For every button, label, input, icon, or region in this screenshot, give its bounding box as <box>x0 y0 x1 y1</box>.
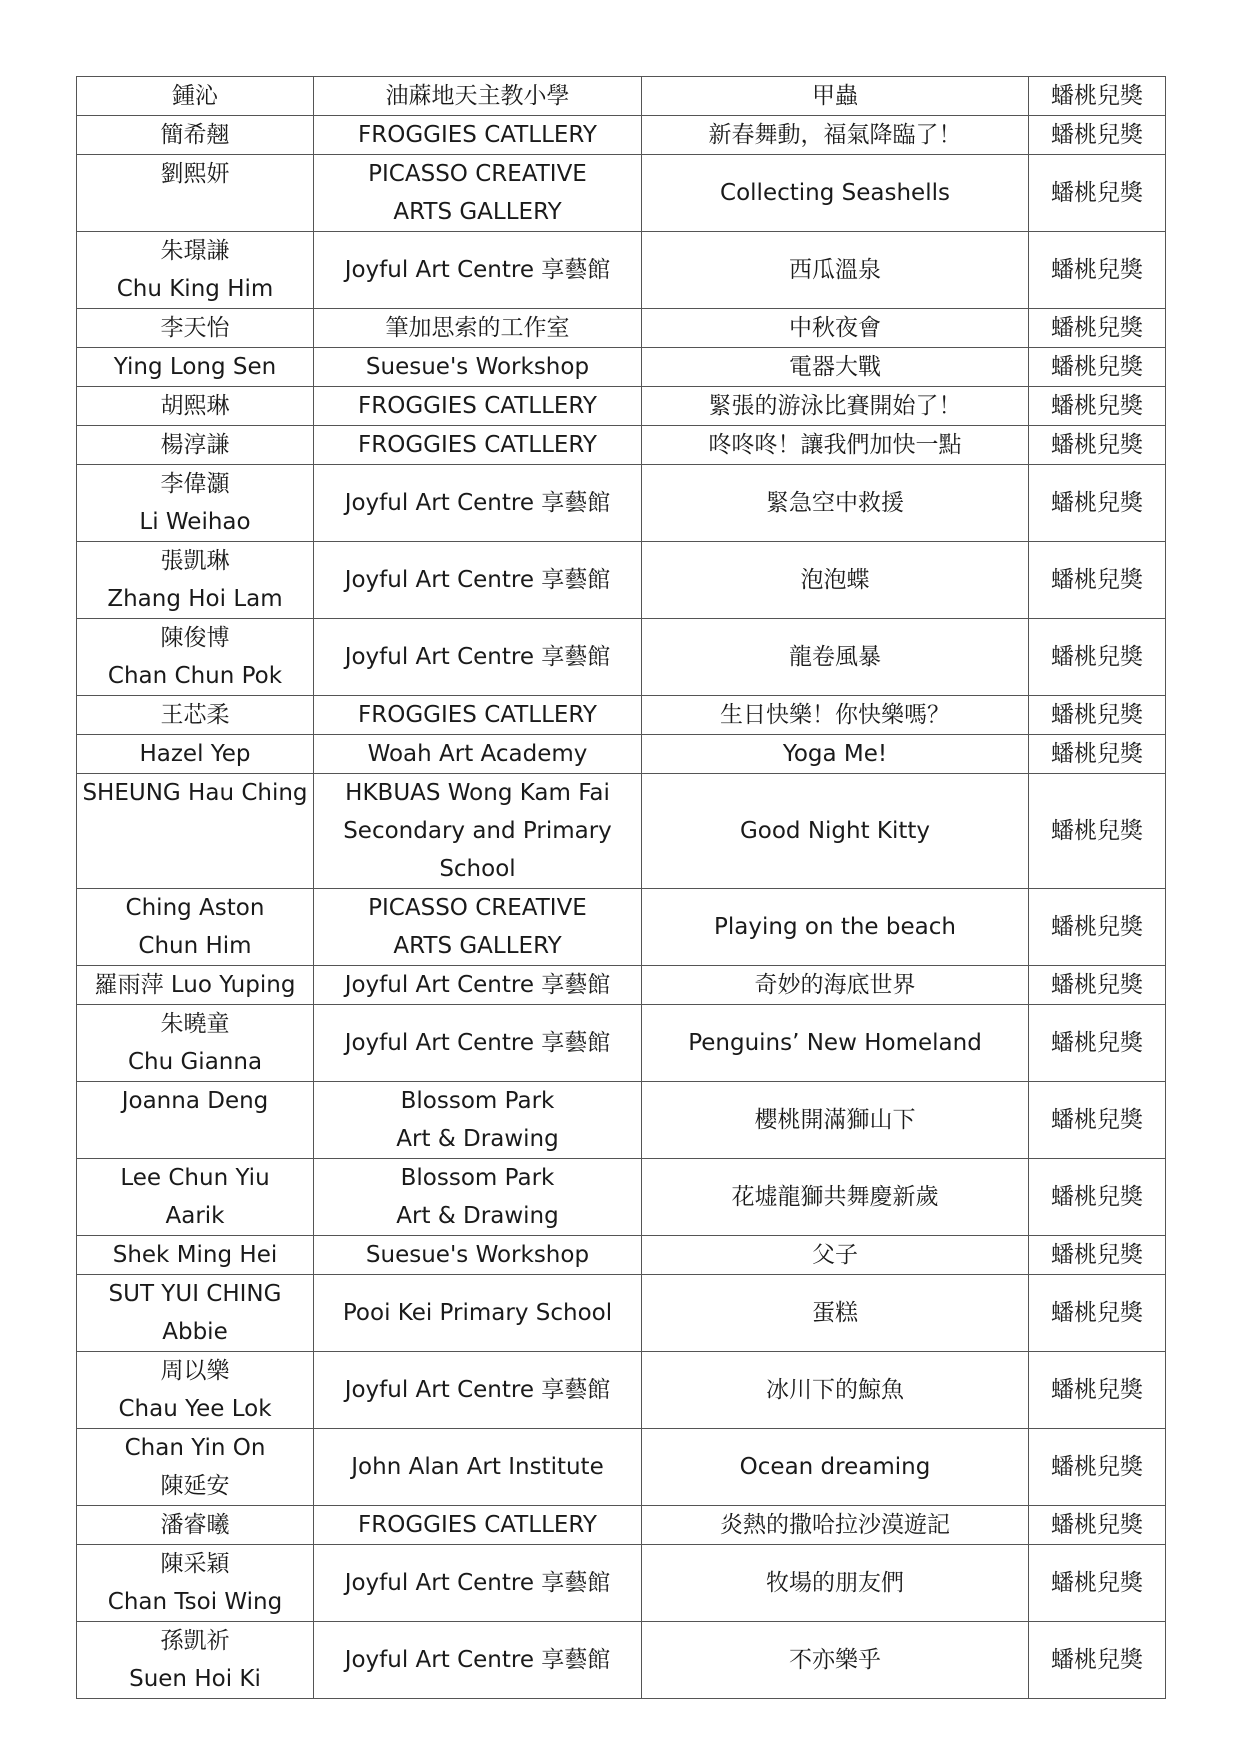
table-row <box>77 735 1166 774</box>
award-cell: 蟠桃兒獎 <box>1029 77 1166 116</box>
school-line: FROGGIES CATLLERY <box>358 122 597 148</box>
name-line: SHEUNG Hau Ching <box>82 780 308 806</box>
title-cell: Penguins’ New Homeland <box>642 1005 1029 1082</box>
table-row <box>77 774 1166 889</box>
table-row <box>77 426 1166 465</box>
table-row <box>77 1082 1166 1159</box>
name-line: 陳延安 <box>160 1473 230 1499</box>
award-cell: 蟠桃兒獎 <box>1029 426 1166 465</box>
table-row <box>77 155 1166 232</box>
school-cell <box>314 309 642 348</box>
school-cell <box>314 1352 642 1429</box>
award-cell: 蟠桃兒獎 <box>1029 1429 1166 1506</box>
name-line: 簡希翹 <box>160 122 230 148</box>
school-line: Joyful Art Centre 享藝館 <box>344 567 611 593</box>
table-row <box>77 232 1166 309</box>
school-cell <box>314 1622 642 1699</box>
name-cell <box>77 348 314 387</box>
school-cell <box>314 1236 642 1275</box>
name-line: Aarik <box>165 1203 225 1229</box>
table-row <box>77 1275 1166 1352</box>
school-cell <box>314 542 642 619</box>
school-line: Joyful Art Centre 享藝館 <box>344 644 611 670</box>
school-cell <box>314 1429 642 1506</box>
table-row <box>77 116 1166 155</box>
name-line: 朱璟謙 <box>160 238 230 264</box>
award-cell: 蟠桃兒獎 <box>1029 309 1166 348</box>
school-line: FROGGIES CATLLERY <box>358 702 597 728</box>
name-line: Joanna Deng <box>121 1088 269 1114</box>
school-line: ARTS GALLERY <box>393 199 562 225</box>
school-line: Joyful Art Centre 享藝館 <box>344 1377 611 1403</box>
school-line: Joyful Art Centre 享藝館 <box>344 1647 611 1673</box>
title-cell: 炎熱的撒哈拉沙漠遊記 <box>642 1506 1029 1545</box>
name-cell <box>77 232 314 309</box>
name-cell <box>77 1506 314 1545</box>
award-cell: 蟠桃兒獎 <box>1029 1082 1166 1159</box>
name-line: Chu King Him <box>116 276 274 302</box>
school-cell <box>314 1506 642 1545</box>
title-cell: 中秋夜會 <box>642 309 1029 348</box>
award-cell: 蟠桃兒獎 <box>1029 1352 1166 1429</box>
table-row <box>77 619 1166 696</box>
title-cell: 緊急空中救援 <box>642 465 1029 542</box>
name-cell <box>77 889 314 966</box>
school-line: Joyful Art Centre 享藝館 <box>344 1030 611 1056</box>
school-line: PICASSO CREATIVE <box>368 895 587 921</box>
table-row <box>77 542 1166 619</box>
name-cell <box>77 966 314 1005</box>
name-line: 朱曉童 <box>160 1011 230 1037</box>
name-cell <box>77 426 314 465</box>
table-row <box>77 889 1166 966</box>
table-row <box>77 77 1166 116</box>
name-line: 胡熙琳 <box>160 393 230 419</box>
name-line: Li Weihao <box>139 509 251 535</box>
table-row <box>77 1545 1166 1622</box>
name-cell <box>77 465 314 542</box>
award-cell: 蟠桃兒獎 <box>1029 1545 1166 1622</box>
school-line: Art & Drawing <box>396 1126 559 1152</box>
award-cell: 蟠桃兒獎 <box>1029 387 1166 426</box>
name-line: 羅雨萍 Luo Yuping <box>94 972 296 998</box>
name-line: Suen Hoi Ki <box>129 1666 261 1692</box>
award-cell: 蟠桃兒獎 <box>1029 889 1166 966</box>
title-cell: 新春舞動，福氣降臨了！ <box>642 116 1029 155</box>
name-cell <box>77 774 314 889</box>
school-cell <box>314 1005 642 1082</box>
table-row <box>77 309 1166 348</box>
name-cell <box>77 1429 314 1506</box>
name-cell <box>77 1159 314 1236</box>
name-line: Chun Him <box>138 933 252 959</box>
name-line: 王芯柔 <box>160 702 230 728</box>
school-line: Woah Art Academy <box>367 741 588 767</box>
name-line: Abbie <box>162 1319 228 1345</box>
name-line: 楊淳謙 <box>160 432 230 458</box>
school-cell <box>314 696 642 735</box>
name-cell <box>77 387 314 426</box>
table-row <box>77 348 1166 387</box>
title-cell: 櫻桃開滿獅山下 <box>642 1082 1029 1159</box>
school-line: Joyful Art Centre 享藝館 <box>344 490 611 516</box>
school-cell <box>314 735 642 774</box>
name-line: 周以樂 <box>160 1358 230 1384</box>
award-cell: 蟠桃兒獎 <box>1029 1236 1166 1275</box>
school-line: Pooi Kei Primary School <box>342 1300 613 1326</box>
title-cell: 電器大戰 <box>642 348 1029 387</box>
name-line: Ying Long Sen <box>113 354 277 380</box>
name-line: Hazel Yep <box>139 741 251 767</box>
name-line: 陳俊博 <box>160 625 230 651</box>
name-cell <box>77 1545 314 1622</box>
award-cell: 蟠桃兒獎 <box>1029 348 1166 387</box>
results-table-body <box>77 77 1166 1699</box>
name-line: 李天怡 <box>160 315 230 341</box>
award-cell: 蟠桃兒獎 <box>1029 1005 1166 1082</box>
school-cell <box>314 465 642 542</box>
school-cell <box>314 619 642 696</box>
name-line: Chan Chun Pok <box>107 663 283 689</box>
award-cell: 蟠桃兒獎 <box>1029 1622 1166 1699</box>
school-line: Suesue's Workshop <box>365 1242 590 1268</box>
award-cell: 蟠桃兒獎 <box>1029 155 1166 232</box>
school-cell <box>314 774 642 889</box>
school-cell <box>314 116 642 155</box>
school-line: Blossom Park <box>400 1088 555 1114</box>
name-cell <box>77 696 314 735</box>
title-cell: 緊張的游泳比賽開始了！ <box>642 387 1029 426</box>
school-line: Joyful Art Centre 享藝館 <box>344 972 611 998</box>
school-line: FROGGIES CATLLERY <box>358 1512 597 1538</box>
school-line: ARTS GALLERY <box>393 933 562 959</box>
name-cell <box>77 1082 314 1159</box>
name-line: Ching Aston <box>125 895 265 921</box>
results-table <box>76 76 1166 1699</box>
name-line: Chan Yin On <box>124 1435 266 1461</box>
title-cell: 生日快樂！你快樂嗎？ <box>642 696 1029 735</box>
title-cell: 冰川下的鯨魚 <box>642 1352 1029 1429</box>
school-line: 筆加思索的工作室 <box>385 315 570 341</box>
title-cell: Collecting Seashells <box>642 155 1029 232</box>
title-cell: 不亦樂乎 <box>642 1622 1029 1699</box>
name-line: 張凱琳 <box>160 548 230 574</box>
school-line: Blossom Park <box>400 1165 555 1191</box>
school-cell <box>314 966 642 1005</box>
name-cell <box>77 155 314 232</box>
award-cell: 蟠桃兒獎 <box>1029 966 1166 1005</box>
table-row <box>77 1159 1166 1236</box>
school-line: FROGGIES CATLLERY <box>358 432 597 458</box>
name-cell <box>77 1352 314 1429</box>
table-row <box>77 1352 1166 1429</box>
name-cell <box>77 1005 314 1082</box>
table-row <box>77 966 1166 1005</box>
title-cell: 牧場的朋友們 <box>642 1545 1029 1622</box>
name-cell <box>77 309 314 348</box>
name-line: 潘睿曦 <box>160 1512 230 1538</box>
school-cell <box>314 1159 642 1236</box>
name-line: 劉熙妍 <box>160 161 230 187</box>
school-line: HKBUAS Wong Kam Fai <box>345 780 610 806</box>
school-cell <box>314 1545 642 1622</box>
name-cell <box>77 116 314 155</box>
title-cell: 咚咚咚！讓我們加快一點 <box>642 426 1029 465</box>
title-cell: Good Night Kitty <box>642 774 1029 889</box>
title-cell: 奇妙的海底世界 <box>642 966 1029 1005</box>
award-cell: 蟠桃兒獎 <box>1029 774 1166 889</box>
table-row <box>77 1429 1166 1506</box>
table-row <box>77 1506 1166 1545</box>
title-cell: 蛋糕 <box>642 1275 1029 1352</box>
school-line: John Alan Art Institute <box>351 1454 604 1480</box>
name-line: Chu Gianna <box>127 1049 263 1075</box>
table-row <box>77 1236 1166 1275</box>
title-cell: 龍卷風暴 <box>642 619 1029 696</box>
school-line: School <box>439 856 516 882</box>
school-line: Secondary and Primary <box>343 818 612 844</box>
school-cell <box>314 1275 642 1352</box>
school-line: Joyful Art Centre 享藝館 <box>344 1570 611 1596</box>
name-cell <box>77 619 314 696</box>
school-line: Art & Drawing <box>396 1203 559 1229</box>
award-cell: 蟠桃兒獎 <box>1029 1506 1166 1545</box>
school-line: Joyful Art Centre 享藝館 <box>344 257 611 283</box>
award-cell: 蟠桃兒獎 <box>1029 232 1166 309</box>
award-cell: 蟠桃兒獎 <box>1029 465 1166 542</box>
name-line: SUT YUI CHING <box>108 1281 282 1307</box>
school-cell <box>314 426 642 465</box>
name-cell <box>77 735 314 774</box>
title-cell: Ocean dreaming <box>642 1429 1029 1506</box>
school-line: PICASSO CREATIVE <box>368 161 587 187</box>
award-cell: 蟠桃兒獎 <box>1029 1275 1166 1352</box>
title-cell: 泡泡蝶 <box>642 542 1029 619</box>
name-line: Zhang Hoi Lam <box>107 586 283 612</box>
title-cell: 父子 <box>642 1236 1029 1275</box>
title-cell: Yoga Me! <box>642 735 1029 774</box>
school-cell <box>314 348 642 387</box>
table-row <box>77 1622 1166 1699</box>
name-line: 李偉灝 <box>160 471 230 497</box>
school-line: FROGGIES CATLLERY <box>358 393 597 419</box>
name-line: Chau Yee Lok <box>118 1396 272 1422</box>
table-row <box>77 1005 1166 1082</box>
title-cell: 西瓜溫泉 <box>642 232 1029 309</box>
school-line: Suesue's Workshop <box>365 354 590 380</box>
school-cell <box>314 77 642 116</box>
name-cell <box>77 77 314 116</box>
table-row <box>77 465 1166 542</box>
school-cell <box>314 232 642 309</box>
award-cell: 蟠桃兒獎 <box>1029 542 1166 619</box>
school-line: 油蔴地天主教小學 <box>385 83 570 109</box>
name-line: 孫凱祈 <box>160 1628 230 1654</box>
award-cell: 蟠桃兒獎 <box>1029 696 1166 735</box>
name-cell <box>77 1622 314 1699</box>
name-line: Shek Ming Hei <box>112 1242 278 1268</box>
title-cell: 甲蟲 <box>642 77 1029 116</box>
name-line: Lee Chun Yiu <box>120 1165 270 1191</box>
award-cell: 蟠桃兒獎 <box>1029 619 1166 696</box>
award-cell: 蟠桃兒獎 <box>1029 1159 1166 1236</box>
title-cell: Playing on the beach <box>642 889 1029 966</box>
name-cell <box>77 542 314 619</box>
name-cell <box>77 1275 314 1352</box>
table-row <box>77 387 1166 426</box>
school-cell <box>314 155 642 232</box>
name-line: Chan Tsoi Wing <box>107 1589 283 1615</box>
school-cell <box>314 889 642 966</box>
title-cell: 花墟龍獅共舞慶新歲 <box>642 1159 1029 1236</box>
table-row <box>77 696 1166 735</box>
school-cell <box>314 1082 642 1159</box>
name-line: 陳采穎 <box>160 1551 230 1577</box>
school-cell <box>314 387 642 426</box>
award-cell: 蟠桃兒獎 <box>1029 735 1166 774</box>
name-cell <box>77 1236 314 1275</box>
award-cell: 蟠桃兒獎 <box>1029 116 1166 155</box>
name-line: 鍾沁 <box>172 83 218 109</box>
